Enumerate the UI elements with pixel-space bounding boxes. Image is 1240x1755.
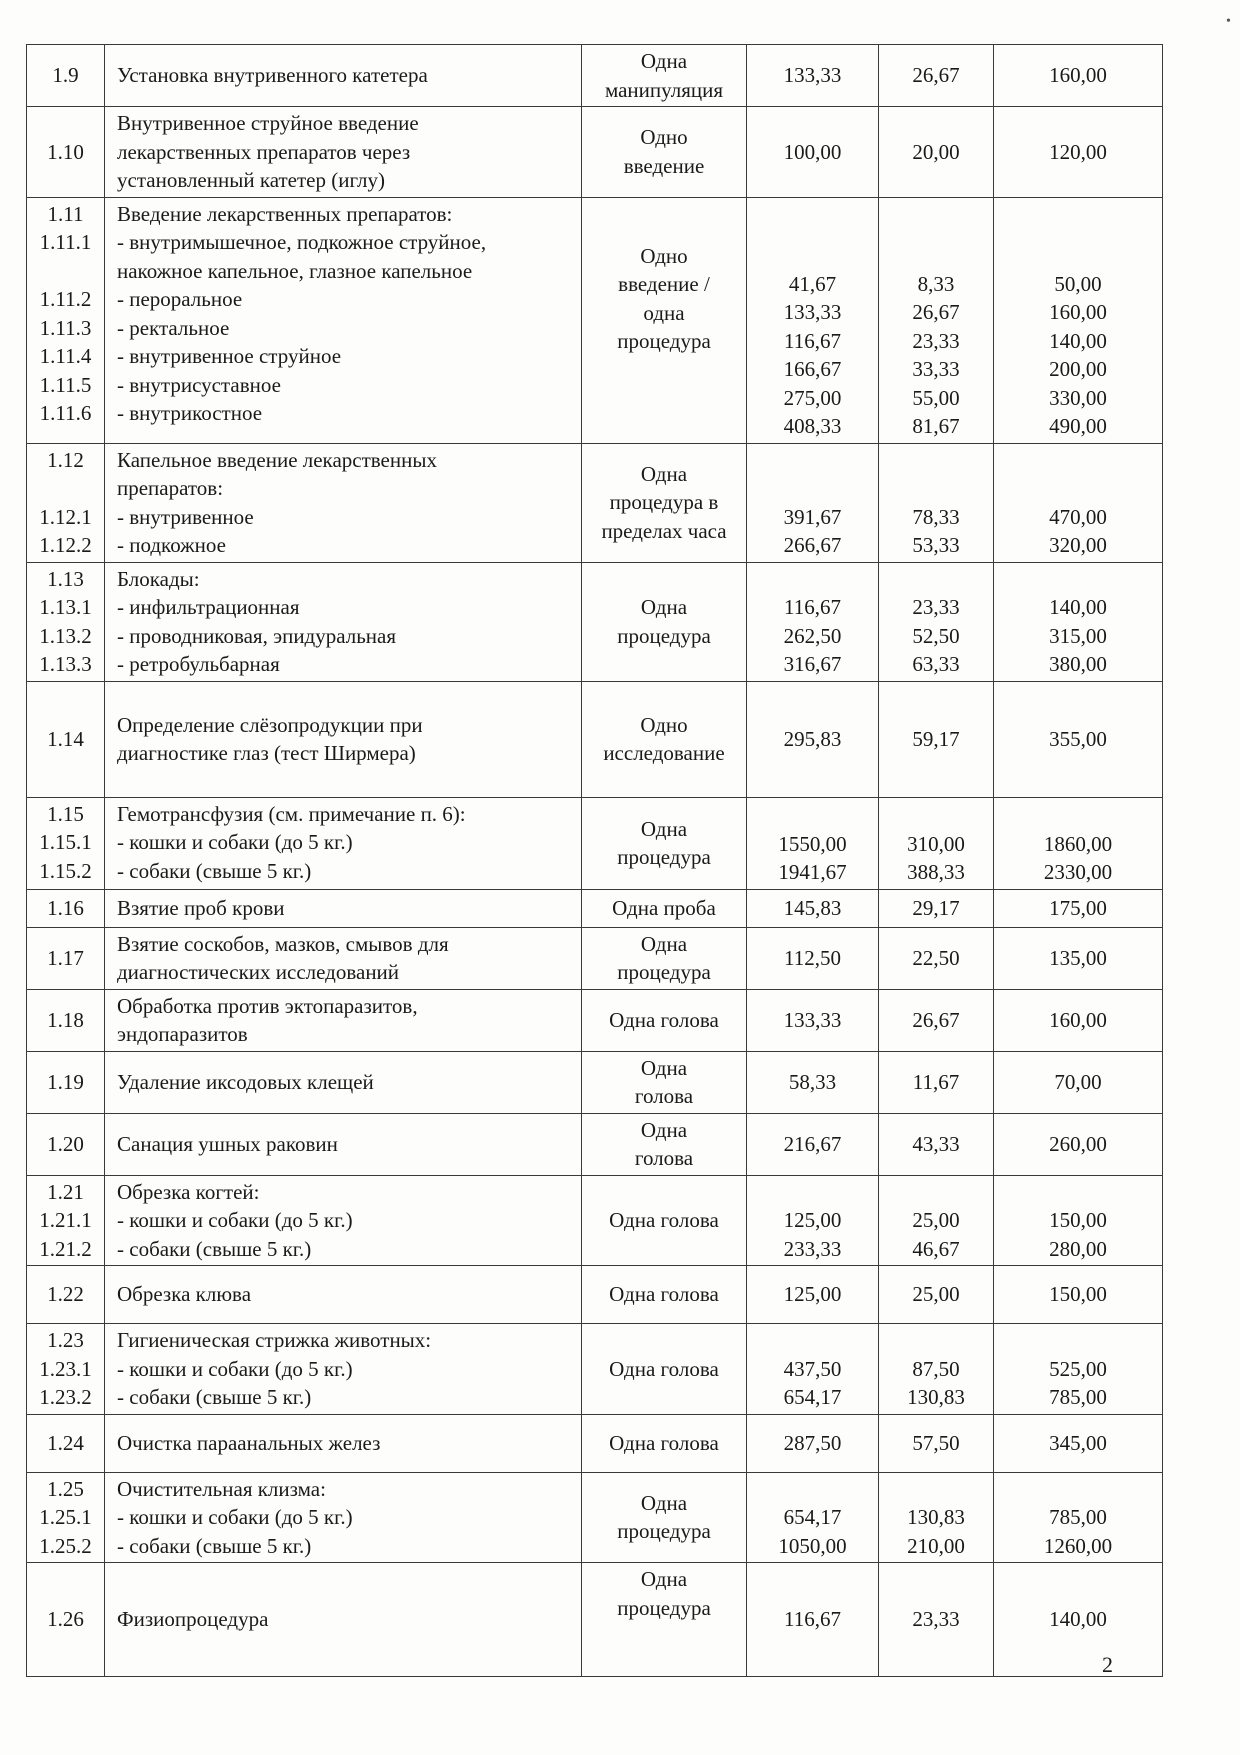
price-total-cell: 150,00 <box>994 1266 1163 1324</box>
vat-cell: 20,00 <box>879 107 994 198</box>
table-row <box>27 889 1163 927</box>
service-name-cell: Гигиеническая стрижка животных: - кошки и собаки (до 5 кг.) - собаки (свыше 5 кг.) <box>105 1324 582 1415</box>
page-number: 2 <box>1102 1652 1113 1677</box>
price-no-vat-cell: 287,50 <box>747 1414 879 1472</box>
vat-cell: 87,50 130,83 <box>879 1324 994 1415</box>
unit-cell: Одно введение <box>582 107 747 198</box>
service-name-cell: Обрезка клюва <box>105 1266 582 1324</box>
row-number-cell: 1.21 1.21.1 1.21.2 <box>27 1175 105 1266</box>
row-number-cell: 1.26 <box>27 1563 105 1677</box>
table-row <box>27 107 1163 198</box>
row-number-cell: 1.25 1.25.1 1.25.2 <box>27 1472 105 1563</box>
table-row <box>27 1324 1163 1415</box>
table-row <box>27 562 1163 681</box>
table-row <box>27 197 1163 443</box>
row-number-cell: 1.13 1.13.1 1.13.2 1.13.3 <box>27 562 105 681</box>
row-number-cell: 1.19 <box>27 1051 105 1113</box>
row-number-cell: 1.12 1.12.1 1.12.2 <box>27 443 105 562</box>
unit-cell: Одна голова <box>582 1266 747 1324</box>
price-no-vat-cell: 133,33 <box>747 45 879 107</box>
price-no-vat-cell: 112,50 <box>747 927 879 989</box>
vat-cell: 59,17 <box>879 681 994 797</box>
price-no-vat-cell: 125,00 233,33 <box>747 1175 879 1266</box>
table-row <box>27 1472 1163 1563</box>
service-name-cell: Определение слёзопродукции при диагностике глаз (тест Ширмера) <box>105 681 582 797</box>
unit-cell: Одна голова <box>582 989 747 1051</box>
price-no-vat-cell: 41,67 133,33 116,67 166,67 275,00 408,33 <box>747 197 879 443</box>
vat-cell: 29,17 <box>879 889 994 927</box>
vat-cell: 57,50 <box>879 1414 994 1472</box>
service-name-cell: Капельное введение лекарственных препаратов: - внутривенное - подкожное <box>105 443 582 562</box>
service-name-cell: Обработка против эктопаразитов, эндопаразитов <box>105 989 582 1051</box>
vat-cell: 25,00 <box>879 1266 994 1324</box>
price-total-cell: 140,00 315,00 380,00 <box>994 562 1163 681</box>
vat-cell: 22,50 <box>879 927 994 989</box>
price-total-cell: 525,00 785,00 <box>994 1324 1163 1415</box>
unit-cell: Одна голова <box>582 1414 747 1472</box>
service-name-cell: Гемотрансфузия (см. примечание п. 6): - кошки и собаки (до 5 кг.) - собаки (свыше 5 кг.) <box>105 797 582 889</box>
price-no-vat-cell: 100,00 <box>747 107 879 198</box>
service-name-cell: Взятие проб крови <box>105 889 582 927</box>
price-total-cell: 260,00 <box>994 1113 1163 1175</box>
unit-cell: Одно введение / одна процедура <box>582 197 747 443</box>
table-row <box>27 443 1163 562</box>
price-no-vat-cell: 654,17 1050,00 <box>747 1472 879 1563</box>
unit-cell: Одна манипуляция <box>582 45 747 107</box>
vat-cell: 25,00 46,67 <box>879 1175 994 1266</box>
vat-cell: 43,33 <box>879 1113 994 1175</box>
row-number-cell: 1.20 <box>27 1113 105 1175</box>
price-total-cell: 150,00 280,00 <box>994 1175 1163 1266</box>
unit-cell: Одна процедура <box>582 562 747 681</box>
service-name-cell: Взятие соскобов, мазков, смывов для диагностических исследований <box>105 927 582 989</box>
scan-speck: • <box>1226 14 1231 29</box>
price-total-cell: 355,00 <box>994 681 1163 797</box>
table-row <box>27 1266 1163 1324</box>
unit-cell: Одна голова <box>582 1051 747 1113</box>
service-name-cell: Введение лекарственных препаратов: - внутримышечное, подкожное струйное, накожное капельное, глазное капельное - пероральное - ректальное - внутривенное струйное - внутрисуставное - внутрикостное <box>105 197 582 443</box>
row-number-cell: 1.11 1.11.1 1.11.2 1.11.3 1.11.4 1.11.5 1.11.6 <box>27 197 105 443</box>
service-name-cell: Удаление иксодовых клещей <box>105 1051 582 1113</box>
row-number-cell: 1.16 <box>27 889 105 927</box>
unit-cell: Одна процедура <box>582 797 747 889</box>
table-row <box>27 1414 1163 1472</box>
vat-cell: 78,33 53,33 <box>879 443 994 562</box>
price-total-cell: 140,00 <box>994 1563 1163 1677</box>
price-no-vat-cell: 295,83 <box>747 681 879 797</box>
service-name-cell: Физиопроцедура <box>105 1563 582 1677</box>
price-no-vat-cell: 58,33 <box>747 1051 879 1113</box>
price-no-vat-cell: 116,67 <box>747 1563 879 1677</box>
service-name-cell: Очистка параанальных желез <box>105 1414 582 1472</box>
table-row <box>27 927 1163 989</box>
service-name-cell: Блокады: - инфильтрационная - проводниковая, эпидуральная - ретробульбарная <box>105 562 582 681</box>
service-name-cell: Санация ушных раковин <box>105 1113 582 1175</box>
unit-cell: Одна голова <box>582 1113 747 1175</box>
table-row <box>27 45 1163 107</box>
vat-cell: 23,33 <box>879 1563 994 1677</box>
unit-cell: Одна процедура <box>582 1563 747 1677</box>
service-name-cell: Внутривенное струйное введение лекарственных препаратов через установленный катетер (иглу) <box>105 107 582 198</box>
row-number-cell: 1.18 <box>27 989 105 1051</box>
row-number-cell: 1.22 <box>27 1266 105 1324</box>
price-no-vat-cell: 125,00 <box>747 1266 879 1324</box>
service-name-cell: Установка внутривенного катетера <box>105 45 582 107</box>
row-number-cell: 1.15 1.15.1 1.15.2 <box>27 797 105 889</box>
service-name-cell: Обрезка когтей: - кошки и собаки (до 5 кг.) - собаки (свыше 5 кг.) <box>105 1175 582 1266</box>
row-number-cell: 1.24 <box>27 1414 105 1472</box>
price-no-vat-cell: 437,50 654,17 <box>747 1324 879 1415</box>
vat-cell: 26,67 <box>879 45 994 107</box>
unit-cell: Одна процедура в пределах часа <box>582 443 747 562</box>
table-row <box>27 1051 1163 1113</box>
row-number-cell: 1.23 1.23.1 1.23.2 <box>27 1324 105 1415</box>
table-row <box>27 797 1163 889</box>
vat-cell: 11,67 <box>879 1051 994 1113</box>
vat-cell: 8,33 26,67 23,33 33,33 55,00 81,67 <box>879 197 994 443</box>
unit-cell: Одна голова <box>582 1324 747 1415</box>
vat-cell: 26,67 <box>879 989 994 1051</box>
price-total-cell: 160,00 <box>994 989 1163 1051</box>
row-number-cell: 1.14 <box>27 681 105 797</box>
row-number-cell: 1.9 <box>27 45 105 107</box>
price-total-cell: 70,00 <box>994 1051 1163 1113</box>
price-no-vat-cell: 216,67 <box>747 1113 879 1175</box>
service-name-cell: Очистительная клизма: - кошки и собаки (до 5 кг.) - собаки (свыше 5 кг.) <box>105 1472 582 1563</box>
unit-cell: Одна проба <box>582 889 747 927</box>
price-no-vat-cell: 1550,00 1941,67 <box>747 797 879 889</box>
vat-cell: 23,33 52,50 63,33 <box>879 562 994 681</box>
table-row <box>27 989 1163 1051</box>
unit-cell: Одна процедура <box>582 927 747 989</box>
price-total-cell: 470,00 320,00 <box>994 443 1163 562</box>
price-no-vat-cell: 145,83 <box>747 889 879 927</box>
price-total-cell: 175,00 <box>994 889 1163 927</box>
price-total-cell: 50,00 160,00 140,00 200,00 330,00 490,00 <box>994 197 1163 443</box>
row-number-cell: 1.10 <box>27 107 105 198</box>
price-total-cell: 160,00 <box>994 45 1163 107</box>
price-total-cell: 345,00 <box>994 1414 1163 1472</box>
price-no-vat-cell: 116,67 262,50 316,67 <box>747 562 879 681</box>
price-no-vat-cell: 133,33 <box>747 989 879 1051</box>
price-total-cell: 120,00 <box>994 107 1163 198</box>
row-number-cell: 1.17 <box>27 927 105 989</box>
vat-cell: 130,83 210,00 <box>879 1472 994 1563</box>
table-row <box>27 1113 1163 1175</box>
price-table <box>26 44 1163 1677</box>
table-row <box>27 1563 1163 1677</box>
price-total-cell: 785,00 1260,00 <box>994 1472 1163 1563</box>
price-total-cell: 1860,00 2330,00 <box>994 797 1163 889</box>
unit-cell: Одна голова <box>582 1175 747 1266</box>
price-no-vat-cell: 391,67 266,67 <box>747 443 879 562</box>
table-row <box>27 681 1163 797</box>
vat-cell: 310,00 388,33 <box>879 797 994 889</box>
price-total-cell: 135,00 <box>994 927 1163 989</box>
unit-cell: Одна процедура <box>582 1472 747 1563</box>
unit-cell: Одно исследование <box>582 681 747 797</box>
table-row <box>27 1175 1163 1266</box>
